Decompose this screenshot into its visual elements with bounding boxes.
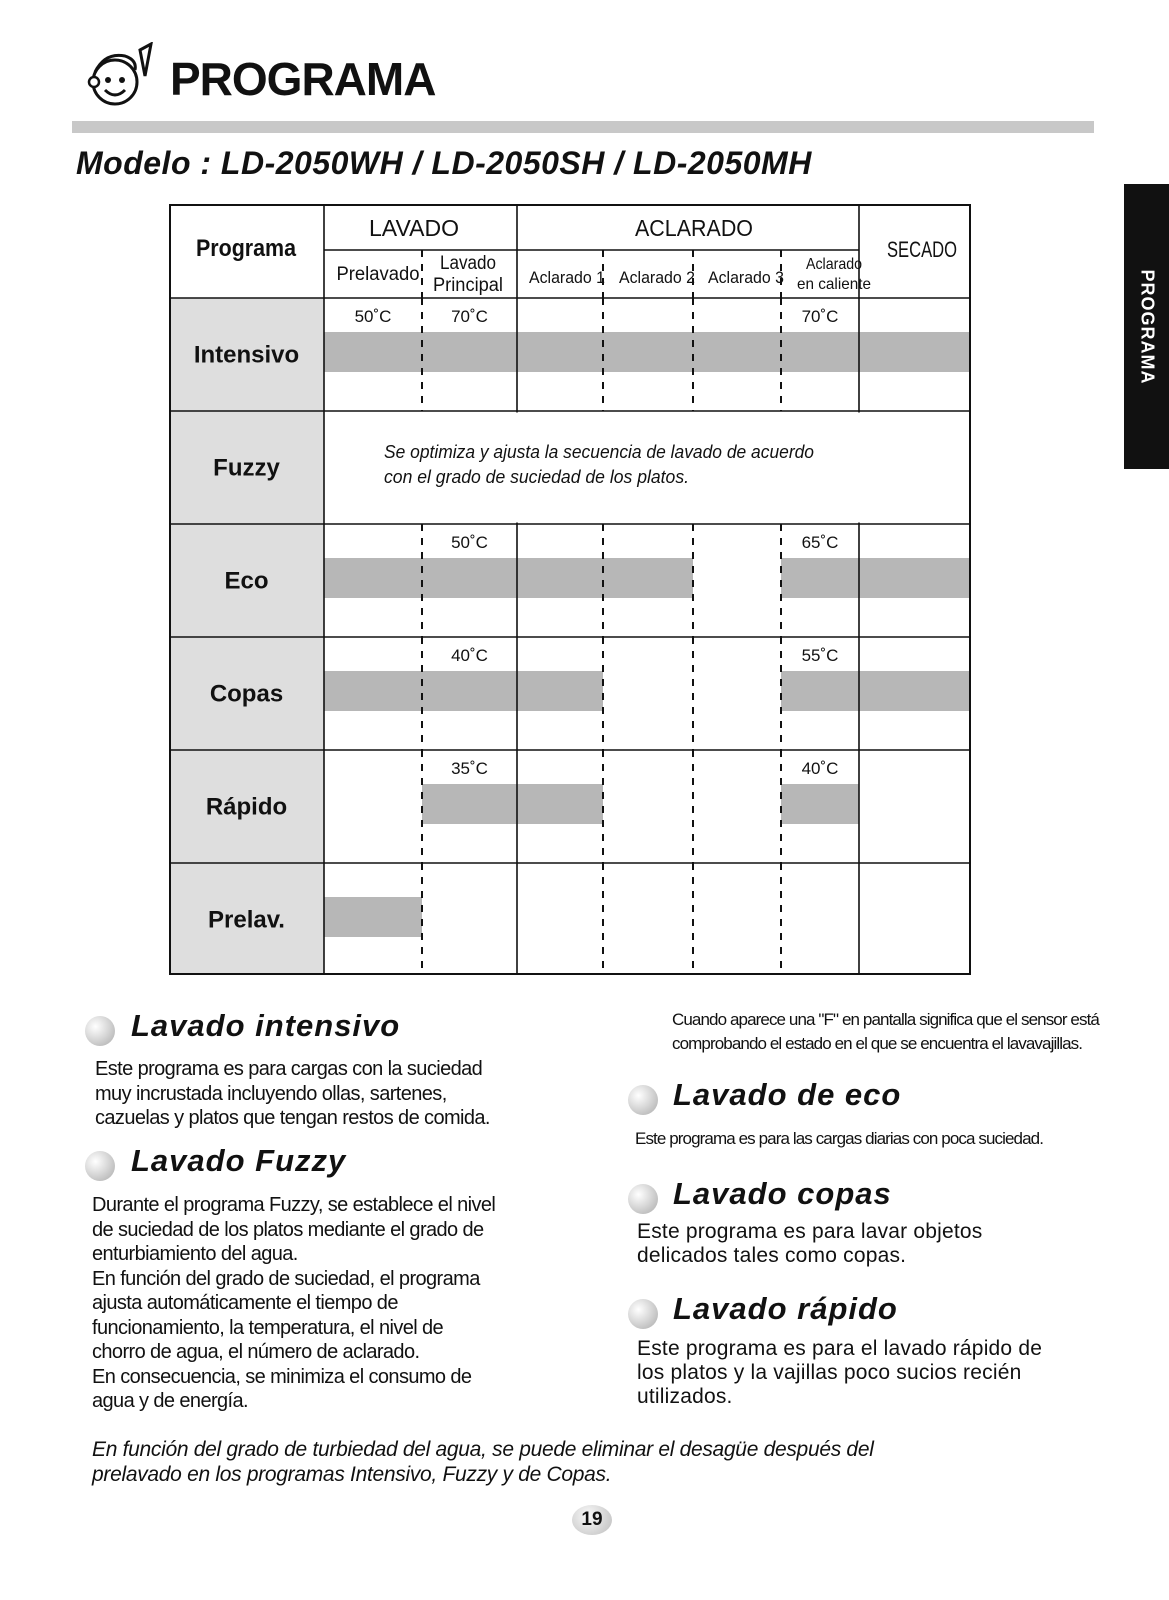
intensivo-line: muy incrustada incluyendo ollas, sartenes, bbox=[95, 1082, 447, 1105]
rapido-line: los platos y la vajillas poco sucios recién bbox=[637, 1361, 1022, 1384]
header-prelavado: Prelavado bbox=[336, 264, 420, 285]
page-number: 19 bbox=[572, 1505, 612, 1535]
model-heading: Modelo : LD-2050WH / LD-2050SH / LD-2050MH bbox=[76, 145, 812, 181]
stage-temperature: 70˚C bbox=[451, 307, 488, 326]
fuzzy-note-line-1: Se optimiza y ajusta la secuencia de lavado de acuerdo bbox=[384, 442, 814, 462]
stage-temperature: 55˚C bbox=[801, 646, 839, 665]
rapido-line: Este programa es para el lavado rápido de bbox=[637, 1337, 1043, 1360]
stage-bar bbox=[422, 784, 517, 824]
header-lavado: LAVADO bbox=[369, 215, 459, 241]
bullet-icon bbox=[628, 1299, 658, 1329]
header-aclarado-caliente-1: Aclarado bbox=[806, 256, 863, 273]
fuzzy-line: Durante el programa Fuzzy, se establece el nivel bbox=[92, 1194, 496, 1216]
section-title-copas: Lavado copas bbox=[673, 1176, 892, 1211]
stage-bar bbox=[324, 558, 422, 598]
stage-bar bbox=[781, 784, 859, 824]
program-name: Intensivo bbox=[193, 341, 300, 369]
header-aclarado-1: Aclarado 1 bbox=[529, 268, 605, 287]
stage-bar bbox=[781, 332, 859, 372]
footnote-line: En función del grado de turbiedad del agua, se puede eliminar el desagüe después del bbox=[92, 1438, 874, 1461]
fuzzy-line: funcionamiento, la temperatura, el nivel de bbox=[92, 1316, 444, 1339]
rapido-line: utilizados. bbox=[637, 1385, 733, 1408]
stage-bar bbox=[693, 332, 781, 372]
f-note-line: Cuando aparece una "F" en pantalla significa que el sensor está bbox=[672, 1010, 1099, 1029]
fuzzy-line: En consecuencia, se minimiza el consumo de bbox=[92, 1365, 472, 1388]
footnote-line: prelavado en los programas Intensivo, Fuzzy y de Copas. bbox=[92, 1462, 612, 1486]
header-secado: SECADO bbox=[887, 237, 957, 262]
header-lavado-principal-1: Lavado bbox=[440, 253, 496, 274]
fuzzy-line: En función del grado de suciedad, el programa bbox=[92, 1267, 480, 1290]
program-name: Prelav. bbox=[208, 906, 285, 934]
stage-bar bbox=[781, 671, 859, 711]
section-title-intensivo: Lavado intensivo bbox=[131, 1008, 401, 1043]
copas-line: delicados tales como copas. bbox=[637, 1244, 907, 1267]
section-title-fuzzy: Lavado Fuzzy bbox=[131, 1143, 347, 1178]
fuzzy-line: agua y de energía. bbox=[92, 1390, 248, 1412]
header-rule bbox=[72, 121, 1094, 133]
stage-bar bbox=[859, 671, 971, 711]
side-tab bbox=[1124, 184, 1169, 469]
footnote bbox=[92, 1438, 1012, 1487]
section-title-rapido: Lavado rápido bbox=[673, 1291, 898, 1326]
program-name: Copas bbox=[209, 680, 284, 708]
intensivo-line: Este programa es para cargas con la suciedad bbox=[95, 1058, 483, 1080]
header-aclarado-3: Aclarado 3 bbox=[708, 268, 784, 287]
stage-bar bbox=[422, 332, 517, 372]
stage-temperature: 65˚C bbox=[801, 533, 839, 552]
program-table bbox=[169, 204, 971, 975]
stage-bar bbox=[422, 671, 517, 711]
bullet-icon bbox=[85, 1016, 115, 1046]
header-programa: Programa bbox=[196, 235, 297, 262]
stage-bar bbox=[603, 332, 693, 372]
bullet-icon bbox=[628, 1085, 658, 1115]
section-title-eco: Lavado de eco bbox=[673, 1077, 902, 1112]
bullet-icon bbox=[628, 1184, 658, 1214]
stage-bar bbox=[517, 784, 603, 824]
program-name: Eco bbox=[224, 567, 269, 595]
stage-bar bbox=[517, 332, 603, 372]
stage-bar bbox=[781, 558, 859, 598]
intensivo-line: cazuelas y platos que tengan restos de comida. bbox=[95, 1107, 490, 1129]
stage-temperature: 40˚C bbox=[451, 646, 488, 665]
stage-bar bbox=[859, 558, 971, 598]
stage-temperature: 50˚C bbox=[451, 533, 488, 552]
stage-temperature: 70˚C bbox=[801, 307, 839, 326]
fuzzy-line: de suciedad de los platos mediante el grado de bbox=[92, 1218, 484, 1241]
stage-temperature: 40˚C bbox=[801, 759, 839, 778]
side-tab-label: PROGRAMA bbox=[1137, 269, 1157, 384]
stage-bar bbox=[603, 558, 693, 598]
fuzzy-line: chorro de agua, el número de aclarado. bbox=[92, 1341, 420, 1363]
stage-bar bbox=[324, 897, 422, 937]
stage-bar bbox=[324, 671, 422, 711]
header-aclarado: ACLARADO bbox=[635, 215, 753, 241]
header-aclarado-2: Aclarado 2 bbox=[619, 268, 695, 287]
stage-bar bbox=[517, 671, 603, 711]
stage-bar bbox=[517, 558, 603, 598]
fuzzy-line: ajusta automáticamente el tiempo de bbox=[92, 1292, 398, 1314]
stage-bar bbox=[324, 332, 422, 372]
program-name: Fuzzy bbox=[213, 454, 280, 482]
f-note-line: comprobando el estado en el que se encuentra el lavavajillas. bbox=[672, 1034, 1083, 1053]
copas-line: Este programa es para lavar objetos bbox=[637, 1220, 983, 1243]
stage-bar bbox=[859, 332, 971, 372]
header-aclarado-caliente-2: en caliente bbox=[797, 276, 872, 293]
fuzzy-note-line-2: con el grado de suciedad de los platos. bbox=[384, 467, 689, 487]
bullet-icon bbox=[85, 1151, 115, 1181]
page-title: PROGRAMA bbox=[170, 53, 436, 105]
stage-temperature: 35˚C bbox=[451, 759, 488, 778]
eco-line: Este programa es para las cargas diarias con poca suciedad. bbox=[635, 1129, 1044, 1148]
header-lavado-principal-2: Principal bbox=[433, 275, 503, 296]
fuzzy-line: enturbiamiento del agua. bbox=[92, 1243, 298, 1265]
stage-temperature: 50˚C bbox=[354, 307, 392, 326]
program-name: Rápido bbox=[205, 793, 288, 821]
stage-bar bbox=[422, 558, 517, 598]
mascot-icon bbox=[85, 42, 160, 112]
